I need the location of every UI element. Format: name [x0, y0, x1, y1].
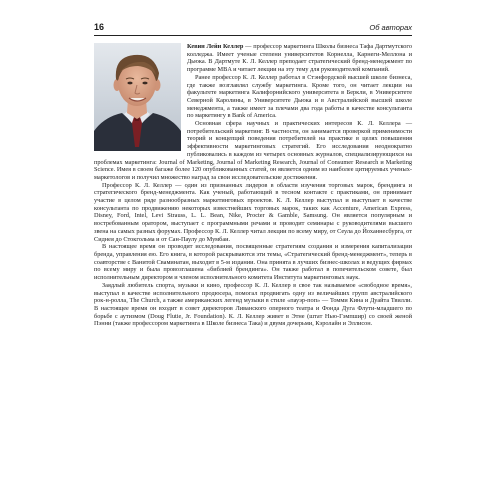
body-text — [94, 43, 412, 328]
paragraph-6: Заядлый любитель спорта, музыки и кино, профессор К. Л. Келлер в свое так называемое «свободное время», выступал в качестве исполнительного продюсера, помогал продвигать одну из величайших групп австралийского рок-н-ролла, The Church, а также американских легенд музыки в стиле «пауэр-поп» — Томми Кина и Дуайта Твилли. В настоящее время он входит в совет директоров Ливанского оперного театра и Фонда Дуга Флути-младшего по борьбе с аутизмом (Doug Flutie, Jr. Foundation). К. Л. Келлер живет в Этне (штат Нью-Гэмпшир) со своей женой Пэнни (также профессором маркетинга в Школе бизнеса Така) и двумя дочерьми, Кэролайн и Эллисон. — [94, 281, 412, 328]
running-head: Об авторах — [369, 23, 412, 32]
paragraph-2: Ранее профессор К. Л. Келлер работал в Стэнфордской высшей школе бизнеса, где также возглавлял службу маркетинга. Кроме того, он читает лекции на факультете маркетинга Калифорнийского университета в Беркли, в Университете Северной Каролины, в Университете Дьюка и в Австралийской высшей школе менеджмента, а также имеет за плечами два года работы в качестве консультанта по маркетингу в Bank of America. — [187, 73, 412, 120]
paragraph-5: В настоящее время он проводит исследования, посвященные стратегиям создания и измерения капитализации бренда, управления ею. Его книга, в которой раскрываются эти темы, «Стратегический бренд-менеджмент», теперь в соавторстве с Ванитой Сваминатан, выходит в 5-м издании. Она принята в лучших бизнес-школах и ведущих фирмах по всему миру и была провозглашена «библией брендинга». Он также работал в попечительском совете, был исполнительным директором и членом исполнительного комитета Института маркетинговых наук. — [94, 243, 412, 282]
paragraph-4: Профессор К. Л. Келлер — один из признанных лидеров в области изучения торговых марок, брендинга и стратегического бренд-менеджмента. Как ученый, работающий в тесном контакте с практиками, он принимает участие в целом ряде разнообразных маркетинговых проектов. К. Л. Келлер выступал и выступает в качестве консультанта по продвижению некоторых известнейших торговых марок, таких как Accenture, American Express, Disney, Ford, Intel, Levi Strauss, L. L. Bean, Nike, Procter & Gamble, Samsung. Он является популярным и востребованным оратором, выступает с программными речами и проводит семинары с руководителями высшего звена на самых разных форумах. Профессор К. Л. Келлер читал лекции по всему миру, от Сеула до Йоханнесбурга, от Сиднея до Стокгольма и от Сан-Паулу до Мумбаи. — [94, 181, 412, 243]
photo-spacer — [94, 43, 181, 151]
paragraph-3: Основная сфера научных и практических интересов К. Л. Келлера — потребительский маркетинг. В частности, он занимается проверкой применимости теорий и концепций поведения потребителей на практике в целях повышения эффективности маркетинговых стратегий. Его исследования неоднократно публиковались в каждом из четырех основных журналов, специализирующихся на проблемах маркетинга: Journal of Marketing, Journal of Marketing Research, Journal of Consumer Research и Marketing Science. Имея в своем багаже более 120 опубликованных статей, он является одним из наиболее цитируемых ученых-маркетологов и получил множество наград за свои исследовательские достижения. — [94, 120, 412, 181]
page-number: 16 — [94, 22, 105, 32]
author-name: Кевин Лейн Келлер — [187, 43, 244, 50]
page-header — [94, 22, 412, 36]
paragraph-1-text: — профессор маркетинга Школы бизнеса Тафа Дартмутского колледжа. Имеет ученые степени университетов Корнелла, Карнеги-Меллона и Дьюка. В Дартмуте К. Л. Келлер преподает стратегический бренд-менеджмент по программе MBA и читает лекции на эту тему для руководителей компаний. — [187, 43, 412, 74]
header-rule — [94, 35, 412, 36]
